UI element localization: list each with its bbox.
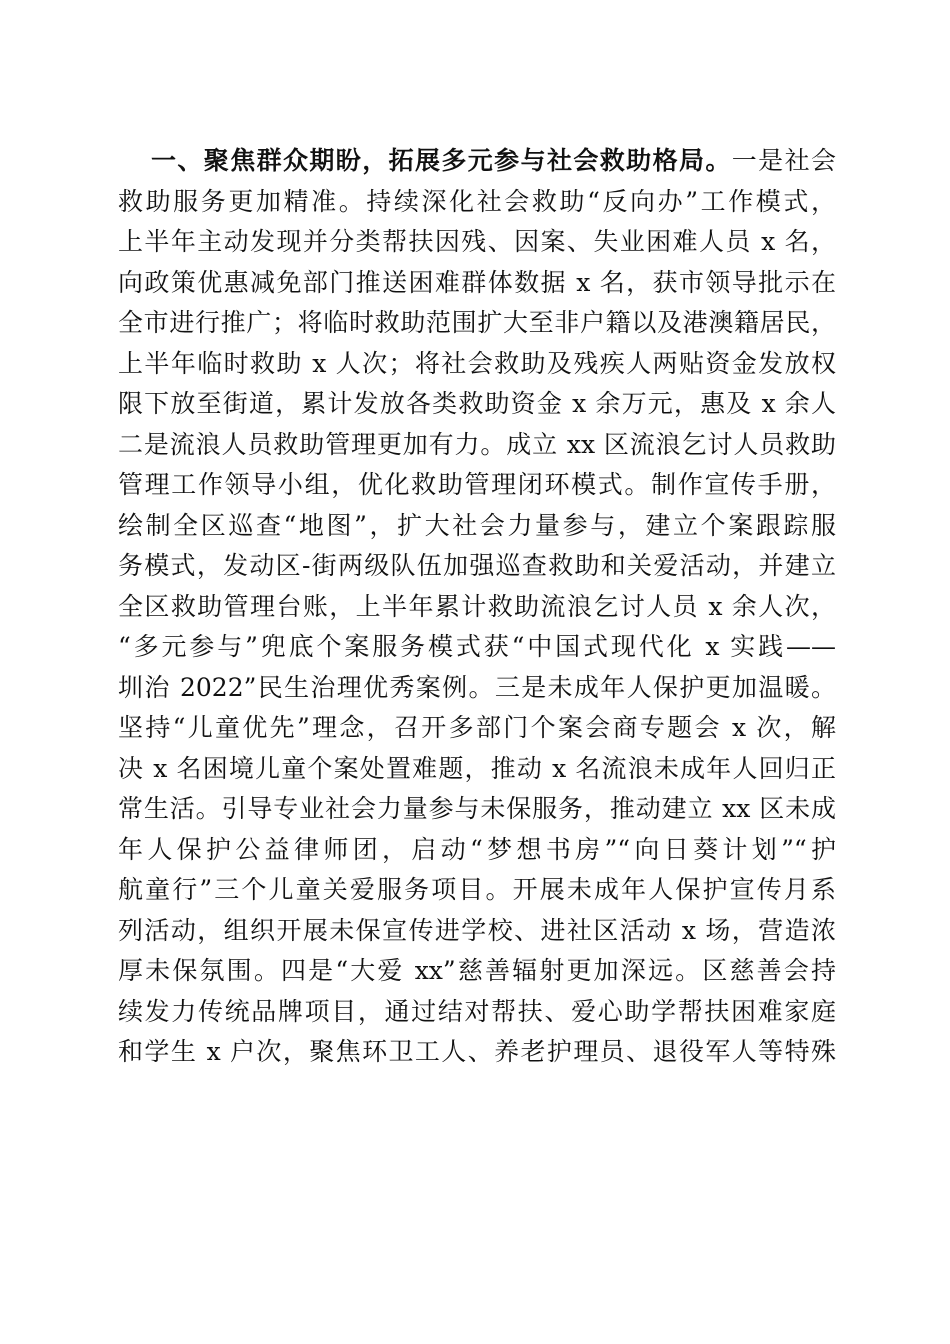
paragraph-line: 务模式，发动区-街两级队伍加强巡查救助和关爱活动，并建立: [118, 551, 836, 580]
paragraph-line: “多元参与”兜底个案服务模式获“中国式现代化 x 实践——: [118, 632, 836, 661]
paragraph-line: 年人保护公益律师团，启动“梦想书房”“向日葵计划”“护: [118, 834, 836, 864]
paragraph-line: 向政策优惠减免部门推送困难群体数据 x 名，获市领导批示在: [118, 267, 836, 297]
paragraph-line: [118, 141, 836, 182]
paragraph-line: 厚未保氛围。四是“大爱 xx”慈善辐射更加深远。区慈善会持: [118, 956, 836, 985]
paragraph-line: 航童行”三个儿童关爱服务项目。开展未成年人保护宣传月系: [118, 875, 836, 904]
paragraph-line: 和学生 x 户次，聚焦环卫工人、养老护理员、退役军人等特殊: [118, 1037, 836, 1066]
paragraph-line: 二是流浪人员救助管理更加有力。成立 xx 区流浪乞讨人员救助: [118, 429, 836, 459]
paragraph-line: 决 x 名困境儿童个案处置难题，推动 x 名流浪未成年人回归正: [118, 753, 836, 783]
paragraph-line: 常生活。引导专业社会力量参与未保服务，推动建立 xx 区未成: [118, 794, 836, 823]
paragraph-line: 上半年临时救助 x 人次；将社会救助及残疾人两贴资金发放权: [118, 348, 836, 378]
paragraph-line: 列活动，组织开展未保宣传进学校、进社区活动 x 场，营造浓: [118, 915, 836, 945]
paragraph-line: 续发力传统品牌项目，通过结对帮扶、爱心助学帮扶困难家庭: [118, 996, 836, 1026]
paragraph-line: 坚持“儿童优先”理念，召开多部门个案会商专题会 x 次，解: [118, 713, 836, 742]
paragraph-text: 一是社会: [731, 146, 836, 175]
paragraph-line: 全市进行推广；将临时救助范围扩大至非户籍以及港澳籍居民，: [118, 308, 836, 337]
paragraph-line: 限下放至街道，累计发放各类救助资金 x 余万元，惠及 x 余人: [118, 389, 836, 418]
paragraph-line: 全区救助管理台账，上半年累计救助流浪乞讨人员 x 余人次，: [118, 591, 836, 621]
paragraph-line: 救助服务更加精准。持续深化社会救助“反向办”工作模式，: [118, 186, 836, 216]
paragraph-line: 圳治 2022”民生治理优秀案例。三是未成年人保护更加温暖。: [118, 672, 836, 702]
paragraph-line: 管理工作领导小组，优化救助管理闭环模式。制作宣传手册，: [118, 470, 836, 499]
body-paragraph: [118, 141, 836, 1073]
paragraph-line: 绘制全区巡查“地图”，扩大社会力量参与，建立个案跟踪服: [118, 510, 836, 540]
section-heading: 一、聚焦群众期盼，拓展多元参与社会救助格局。: [151, 146, 732, 175]
paragraph-line: 上半年主动发现并分类帮扶因残、因案、失业困难人员 x 名，: [118, 227, 836, 256]
